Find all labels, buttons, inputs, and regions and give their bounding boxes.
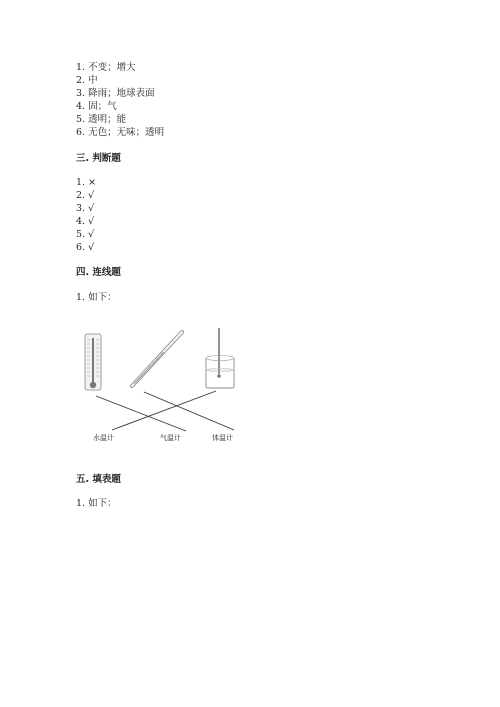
answer-line: 6. √	[76, 242, 95, 253]
table-intro: 1. 如下：	[76, 498, 117, 509]
answer-line: 4. √	[76, 216, 95, 227]
wall-thermometer-image	[85, 334, 101, 390]
answer-line: 2. 中	[76, 75, 98, 86]
water-thermometer-beaker-image	[206, 328, 234, 388]
matching-lines	[96, 391, 234, 431]
label-water-thermometer: 水温计	[93, 434, 114, 442]
section-heading-table: 五. 填表题	[76, 474, 121, 485]
label-body-thermometer: 体温计	[212, 434, 233, 442]
answer-line: 5. √	[76, 229, 95, 240]
clinical-thermometer-image	[132, 332, 182, 386]
answer-line: 3. 降雨；地球表面	[76, 88, 155, 99]
answer-line: 4. 固；气	[76, 101, 117, 112]
matching-intro: 1. 如下：	[76, 292, 117, 303]
answer-line: 3. √	[76, 203, 95, 214]
answer-line: 2. √	[76, 190, 95, 201]
label-air-thermometer: 气温计	[160, 434, 181, 442]
section-heading-judgement: 三. 判断题	[76, 153, 121, 164]
section-heading-matching: 四. 连线题	[76, 267, 121, 278]
answer-line: 5. 透明；能	[76, 114, 127, 125]
answer-line: 1. 不变；增大	[76, 62, 136, 73]
thermometer-matching-figure	[78, 326, 248, 446]
answer-line: 1. ×	[76, 177, 97, 188]
answer-line: 6. 无色；无味；透明	[76, 127, 165, 138]
